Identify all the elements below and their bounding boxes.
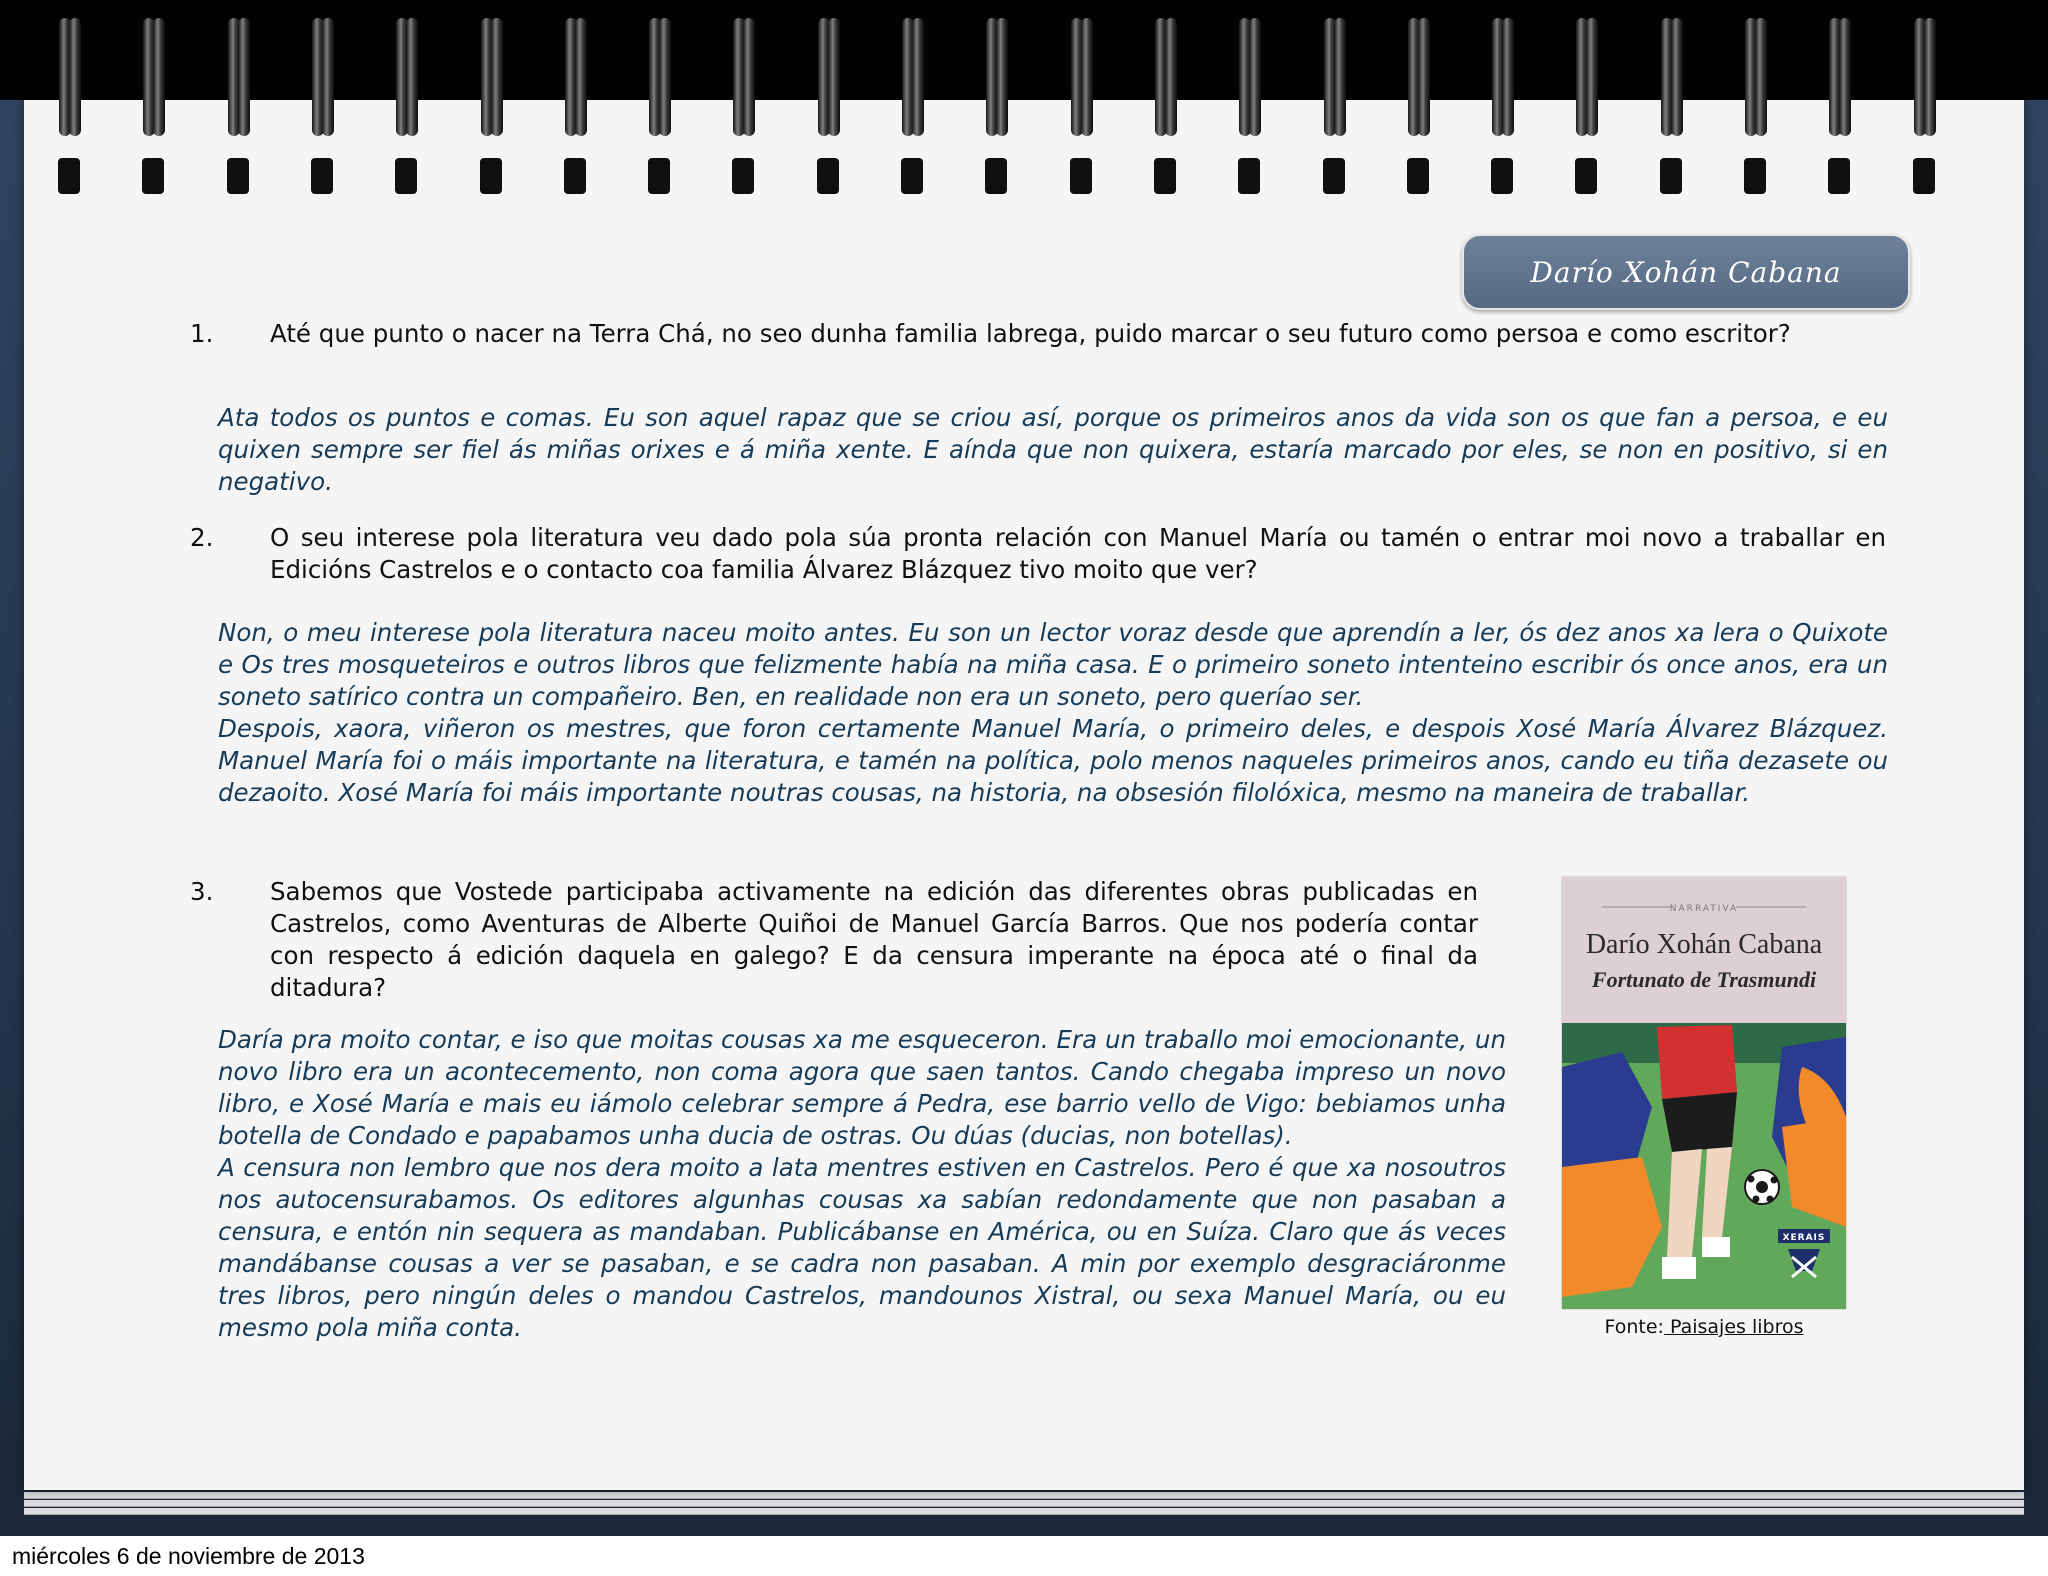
spiral-ring-hole — [480, 158, 502, 194]
spiral-coil — [659, 18, 671, 136]
spiral-coil — [1755, 18, 1767, 136]
spiral-coil — [153, 18, 165, 136]
answer-2 — [218, 617, 1888, 809]
book-series-label: NARRATIVA — [1669, 904, 1739, 914]
spiral-ring-hole — [1828, 158, 1850, 194]
spiral-coil — [1081, 18, 1093, 136]
spiral-coil — [1249, 18, 1261, 136]
spiral-ring-hole — [1913, 158, 1935, 194]
spiral-ring-hole — [1070, 158, 1092, 194]
answer-1 — [218, 402, 1888, 498]
answer-paragraph: Daría pra moito contar, e iso que moitas cousas xa me esqueceron. Era un traballo moi emocionante, un novo libro era un acontecemento, non coma agora que saen tantos. Cando chegaba impreso un novo libro, e Xosé María e mais eu iámolo celebrar sempre á Pedra, ese barrio vello de Vigo: bebiamos unha botella de Condado e papabamos unha ducia de ostras. Ou dúas (ducias, non botellas). — [218, 1025, 1506, 1150]
spiral-coil — [1334, 18, 1346, 136]
answer-paragraph: Ata todos os puntos e comas. Eu son aquel rapaz que se criou así, porque os primeiros anos da vida son os que fan a persoa, e eu quixen sempre ser fiel ás miñas orixes e á miña xente. E aínda que non quixera, estaría marcado por eles, se non en positivo, si en negativo. — [218, 403, 1888, 496]
spiral-coil — [1502, 18, 1514, 136]
paper-stack-edge — [24, 1492, 2024, 1499]
caption-prefix: Fonte: — [1604, 1316, 1664, 1338]
question-number: 2. — [190, 523, 214, 552]
source-link[interactable]: Paisajes libros — [1663, 1316, 1804, 1338]
spiral-coil — [491, 18, 503, 136]
book-title: Fortunato de Trasmundi — [1591, 967, 1817, 992]
answer-3 — [218, 1024, 1506, 1344]
spiral-ring-hole — [1238, 158, 1260, 194]
spiral-ring-hole — [1154, 158, 1176, 194]
answer-paragraph: Despois, xaora, viñeron os mestres, que foron certamente Manuel María, o primeiro deles, e despois Xosé María Álvarez Blázquez. Manuel María foi o máis importante na literatura, e tamén na política, polo menos naqueles primeiros anos, cando eu tiña dezasete ou dezaoito. Xosé María foi máis importante noutras cousas, na historia, na obsesión filolóxica, mesmo na maneira de traballar. — [218, 714, 1888, 807]
spiral-coil — [1839, 18, 1851, 136]
spiral-coil — [406, 18, 418, 136]
answer-paragraph: A censura non lembro que nos dera moito a lata mentres estiven en Castrelos. Pero é que xa nosoutros nos autocensurabamos. Os editores algunhas cousas xa sabían redondamente que non pasaban a censura, e entón nin sequera as mandaban. Publicábanse en América, ou en Suíza. Claro que ás veces mandábanse cousas a ver se pasaban, e se cadra non pasaban. A min por exemplo desgraciáronme tres libros, pero ningún deles o mandou Castrelos, mandounos Xistral, ou sexa Manuel María, ou eu mesmo pola miña conta. — [218, 1153, 1506, 1342]
spiral-ring-hole — [564, 158, 586, 194]
top-band — [0, 0, 2048, 100]
spiral-ring-hole — [1407, 158, 1429, 194]
spiral-coil — [1165, 18, 1177, 136]
spiral-coil — [575, 18, 587, 136]
spiral-ring-hole — [1323, 158, 1345, 194]
spiral-coil — [912, 18, 924, 136]
spiral-coil — [743, 18, 755, 136]
spiral-coil — [238, 18, 250, 136]
spiral-coil — [1924, 18, 1936, 136]
footer-date: miércoles 6 de noviembre de 2013 — [0, 1536, 2048, 1576]
spiral-coil — [322, 18, 334, 136]
paper-stack-edge — [24, 1508, 2024, 1515]
spiral-ring-hole — [817, 158, 839, 194]
spiral-coil — [828, 18, 840, 136]
spiral-ring-hole — [985, 158, 1007, 194]
question-number: 3. — [190, 877, 214, 906]
spiral-ring-hole — [648, 158, 670, 194]
spiral-ring-hole — [227, 158, 249, 194]
spiral-ring-hole — [1660, 158, 1682, 194]
book-cover-image — [1562, 877, 1846, 1309]
spiral-coil — [1671, 18, 1683, 136]
answer-paragraph: Non, o meu interese pola literatura naceu moito antes. Eu son un lector voraz desde que aprendín a ler, ós dez anos xa lera o Quixote e Os tres mosqueteiros e outros libros que felizmente había na miña casa. E o primeiro soneto intenteino escribir ós once anos, era un soneto satírico contra un compañeiro. Ben, en realidade non era un soneto, pero queríao ser. — [218, 618, 1888, 711]
question-number: 1. — [190, 319, 214, 348]
spiral-coil — [1418, 18, 1430, 136]
spiral-ring-hole — [58, 158, 80, 194]
spiral-coil — [996, 18, 1008, 136]
spiral-coil — [1586, 18, 1598, 136]
spiral-ring-hole — [901, 158, 923, 194]
book-author: Darío Xohán Cabana — [1585, 929, 1823, 960]
spiral-ring-hole — [311, 158, 333, 194]
spiral-ring-hole — [1575, 158, 1597, 194]
author-name-tag: Darío Xohán Cabana — [1462, 234, 1910, 310]
question-1: Até que punto o nacer na Terra Chá, no seo dunha familia labrega, puido marcar o seu futuro como persoa e como escritor? — [270, 319, 1791, 348]
book-publisher: XERAIS — [1782, 1233, 1826, 1243]
spiral-coil — [69, 18, 81, 136]
spiral-ring-hole — [1744, 158, 1766, 194]
spiral-ring-hole — [1491, 158, 1513, 194]
spiral-ring-hole — [142, 158, 164, 194]
spiral-ring-hole — [395, 158, 417, 194]
paper-stack-edge — [24, 1500, 2024, 1507]
question-2: O seu interese pola literatura veu dado pola súa pronta relación con Manuel María ou tamén o entrar moi novo a traballar en Edicións Castrelos e o contacto coa familia Álvarez Blázquez tivo moito que ver? — [270, 523, 1886, 584]
image-caption — [1562, 1314, 1846, 1340]
spiral-ring-hole — [732, 158, 754, 194]
question-3: Sabemos que Vostede participaba activamente na edición das diferentes obras publicadas en Castrelos, como Aventuras de Alberte Quiñoi de Manuel García Barros. Que nos podería contar con respecto á edición daquela en galego? E da censura imperante na época até o final da ditadura? — [270, 877, 1478, 1002]
book-cover-illustration — [1562, 877, 1846, 1309]
